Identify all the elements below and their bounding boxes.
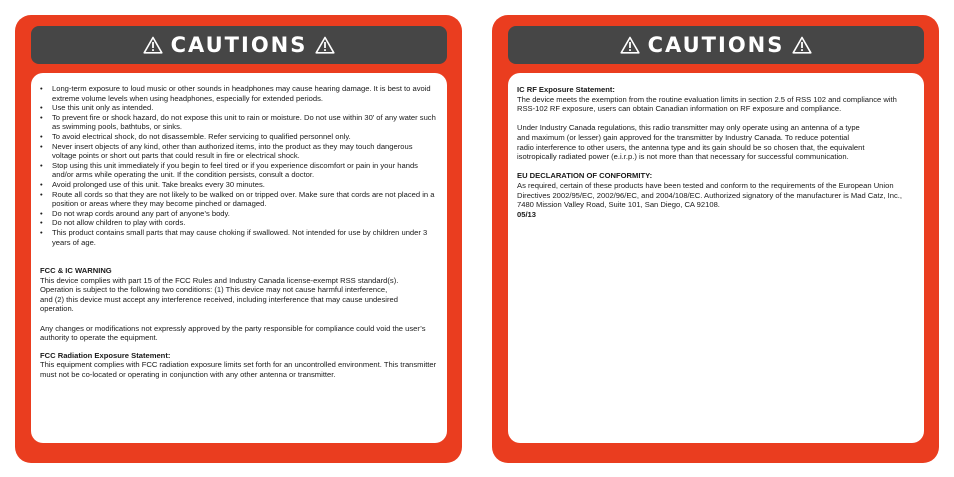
safety-bullet: • Avoid prolonged use of this unit. Take breaks every 30 minutes. xyxy=(40,180,437,190)
radiation-exposure-text: This equipment complies with FCC radiation exposure limits set forth for an uncontrolled environment. This transmitter must not be co-located or operating in conjunction with any other antenna or transmitter. xyxy=(40,360,437,380)
fcc-warning-line: and (2) this device must accept any interference received, including interference that may cause undesired xyxy=(40,294,398,304)
safety-bullet-list xyxy=(40,84,437,247)
safety-bullet: • Do not allow children to play with cords. xyxy=(40,218,437,228)
safety-bullet: • Route all cords so that they are not likely to be walked on or tripped over. Make sure that cords are not placed in a position or areas where they may become pinched or damaged. xyxy=(40,190,437,209)
radiation-exposure-heading: FCC Radiation Exposure Statement: xyxy=(40,350,171,360)
cautions-content-left xyxy=(31,73,447,443)
industry-canada-line: Under Industry Canada regulations, this radio transmitter may only operate using an antenna of a type xyxy=(517,123,860,133)
industry-canada-line: and maximum (or lesser) gain approved for the transmitter by Industry Canada. To reduce potential xyxy=(517,132,850,142)
warning-triangle-icon xyxy=(620,36,640,54)
safety-bullet: • Stop using this unit immediately if you begin to feel tired or if you experience discomfort or pain in your hands and/or arms while operating the unit. If the condition persists, consult a doctor. xyxy=(40,161,437,180)
fcc-warning-line: Operation is subject to the following two conditions: (1) This device may not cause harmful interference, xyxy=(40,285,388,295)
ic-rf-exposure-heading: IC RF Exposure Statement: xyxy=(517,85,615,94)
eu-declaration-heading: EU DECLARATION OF CONFORMITY: xyxy=(517,171,653,181)
fcc-warning-line: This device complies with part 15 of the FCC Rules and Industry Canada license-exempt RSS standard(s). xyxy=(40,275,399,285)
safety-bullet: • Do not wrap cords around any part of anyone’s body. xyxy=(40,209,437,219)
date-code: 05/13 xyxy=(517,209,537,219)
eu-declaration-text: As required, certain of these products have been tested and conform to the requirements of the European Union Directives 2002/95/EC, 2002/96/EC, and 2004/108/EC. Authorized signatory of the manufacturer is Mad Catz, Inc., 7480 Mission Valley Road, Suite 101, San Diego, CA 92108. xyxy=(517,180,902,210)
cautions-title: CAUTIONS xyxy=(170,33,308,57)
fcc-warning-line: operation. xyxy=(40,304,74,314)
cautions-banner xyxy=(31,26,447,64)
warning-triangle-icon xyxy=(143,36,163,54)
safety-bullet: • Long-term exposure to loud music or other sounds in headphones may cause hearing damage. It is best to avoid extreme volume levels when using headphones, especially for extended periods. xyxy=(40,84,437,103)
safety-bullet: • To prevent fire or shock hazard, do not expose this unit to rain or moisture. Do not use within 30’ of any water such as swimming pools, bathtubs, or sinks. xyxy=(40,113,437,132)
cautions-title: CAUTIONS xyxy=(647,33,785,57)
changes-notice: Any changes or modifications not expressly approved by the party responsible for compliance could void the user’s authority to operate the equipment. xyxy=(40,323,426,343)
cautions-banner xyxy=(508,26,924,64)
warning-triangle-icon xyxy=(792,36,812,54)
safety-bullet: • Never insert objects of any kind, other than authorized items, into the product as they may touch dangerous voltage points or short out parts that could result in fire or electrical shock. xyxy=(40,142,437,161)
cautions-content-right xyxy=(508,73,924,443)
ic-rf-exposure-text: The device meets the exemption from the routine evaluation limits in section 2.5 of RSS 102 and compliance with RSS-102 RF exposure, users can obtain Canadian information on RF exposure and compliance. xyxy=(517,94,897,114)
safety-bullet: • This product contains small parts that may cause choking if swallowed. Not intended for use by children under 3 years of age. xyxy=(40,228,437,247)
warning-triangle-icon xyxy=(315,36,335,54)
safety-bullet: • To avoid electrical shock, do not disassemble. Refer servicing to qualified personnel only. xyxy=(40,132,437,142)
cautions-panel-right xyxy=(492,15,939,463)
fcc-warning-heading: FCC & IC WARNING xyxy=(40,266,112,276)
industry-canada-line: isotropically radiated power (e.i.r.p.) is not more than that necessary for successful communication. xyxy=(517,152,849,162)
safety-bullet: • Use this unit only as intended. xyxy=(40,103,437,113)
industry-canada-line: radio interference to other users, the antenna type and its gain should be so chosen that, the equivalent xyxy=(517,142,865,152)
cautions-panel-left xyxy=(15,15,462,463)
